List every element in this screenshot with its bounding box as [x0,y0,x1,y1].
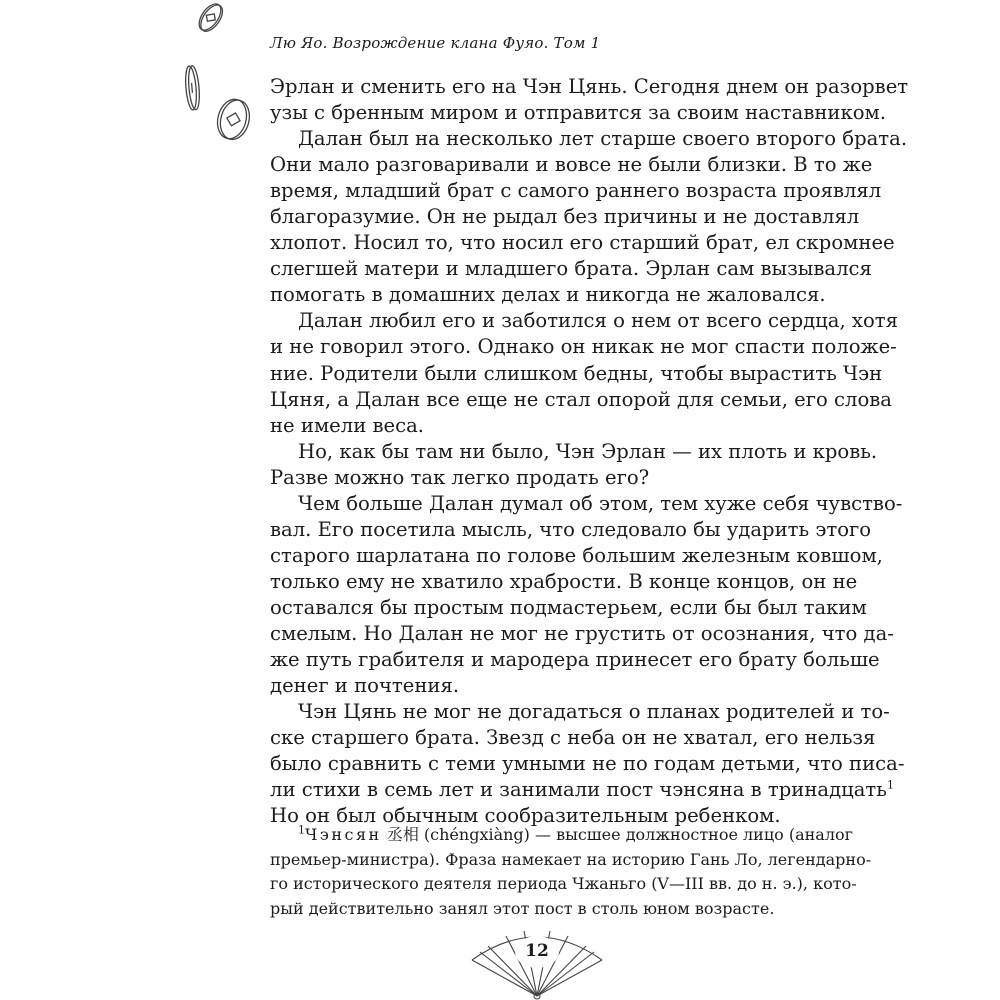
text-line: хлопот. Носил то, что носил его старший брат, ел скромнее [270,231,895,255]
text-line: оставался бы простым подмастерьем, если бы был таким [270,595,867,619]
text-line: узы с бренным миром и отправится за своим наставником. [270,101,886,125]
text-line: благоразумие. Он не рыдал без причины и не доставлял [270,205,860,229]
text-line: ние. Родители были слишком бедны, чтобы вырастить Чэн [270,361,883,385]
footnote-marker: 1 [298,823,305,837]
footnote-term: Чэнсян [305,825,382,844]
text-line: не имели веса. [270,413,425,437]
text-line: слегшей матери и младшего брата. Эрлан сам вызывался [270,257,872,281]
text-line: Далан был на несколько лет старше своего второго брата. [298,127,908,151]
text-line: Разве можно так легко продать его? [270,465,650,489]
text-line: только ему не хватило храбрости. В конце концов, он не [270,569,858,593]
text-line: ли стихи в семь лет и занимали пост чэнсяна в тринадцать [270,778,887,802]
text-line: Далан любил его и заботился о нем от всего сердца, хотя [298,309,898,333]
text-line-with-footnote [270,777,894,803]
text-line: вал. Его посетила мысль, что следовало бы ударить этого [270,517,872,541]
text-line: смелым. Но Далан не мог не грустить от осознания, что да- [270,621,894,645]
text-line: ске старшего брата. Звезд с неба он не хватал, его нельзя [270,726,876,750]
footnote-hanzi: 丞相 [386,825,419,844]
page-number: 12 [525,941,549,961]
text-line: Но он был обычным сообразительным ребенком. [270,804,781,828]
text-line: денег и почтения. [270,674,460,698]
footnote-line: го исторического деятеля периода Чжаньго (V—III вв. до н. э.), кото- [270,874,857,893]
text-line: старого шарлатана по голове большим железным ковшом, [270,543,883,567]
text-line: же путь грабителя и мародера принесет его брату больше [270,648,880,672]
footnote-reference: 1 [886,778,894,792]
text-line: Цяня, а Далан все еще не стал опорой для семьи, его слова [270,387,892,411]
coins-illustration [0,0,260,180]
footnote-line: рый действительно занял этот пост в столь юном возрасте. [270,898,775,918]
text-line: Чэн Цянь не мог не догадаться о планах родителей и то- [298,700,890,724]
text-line: Эрлан и сменить его на Чэн Цянь. Сегодня днем он разорвет [270,75,909,98]
footnote-line: премьер-министра). Фраза намекает на историю Гань Ло, легендарно- [270,849,872,869]
text-line: время, младший брат с самого раннего возраста проявлял [270,179,882,203]
text-line: и не говорил этого. Однако он никак не мог спасти положе- [270,335,897,359]
footnote-text: (chéngxiàng) — высшее должностное лицо (аналог [423,825,854,844]
running-header: Лю Яо. Возрождение клана Фуяо. Том 1 [270,34,601,52]
text-line: Но, как бы там ни было, Чэн Эрлан — их плоть и кровь. [298,439,878,463]
footnote [270,823,872,921]
text-line: помогать в домашних делах и никогда не жаловался. [270,283,826,307]
text-line: было сравнить с теми умными не по годам детьми, что писа- [270,752,905,776]
main-text [270,74,909,829]
footnote-line [270,823,854,848]
text-line: Они мало разговаривали и вовсе не были близки. В то же [270,153,873,177]
text-line: Чем больше Далан думал об этом, тем хуже себя чувство- [298,491,903,515]
